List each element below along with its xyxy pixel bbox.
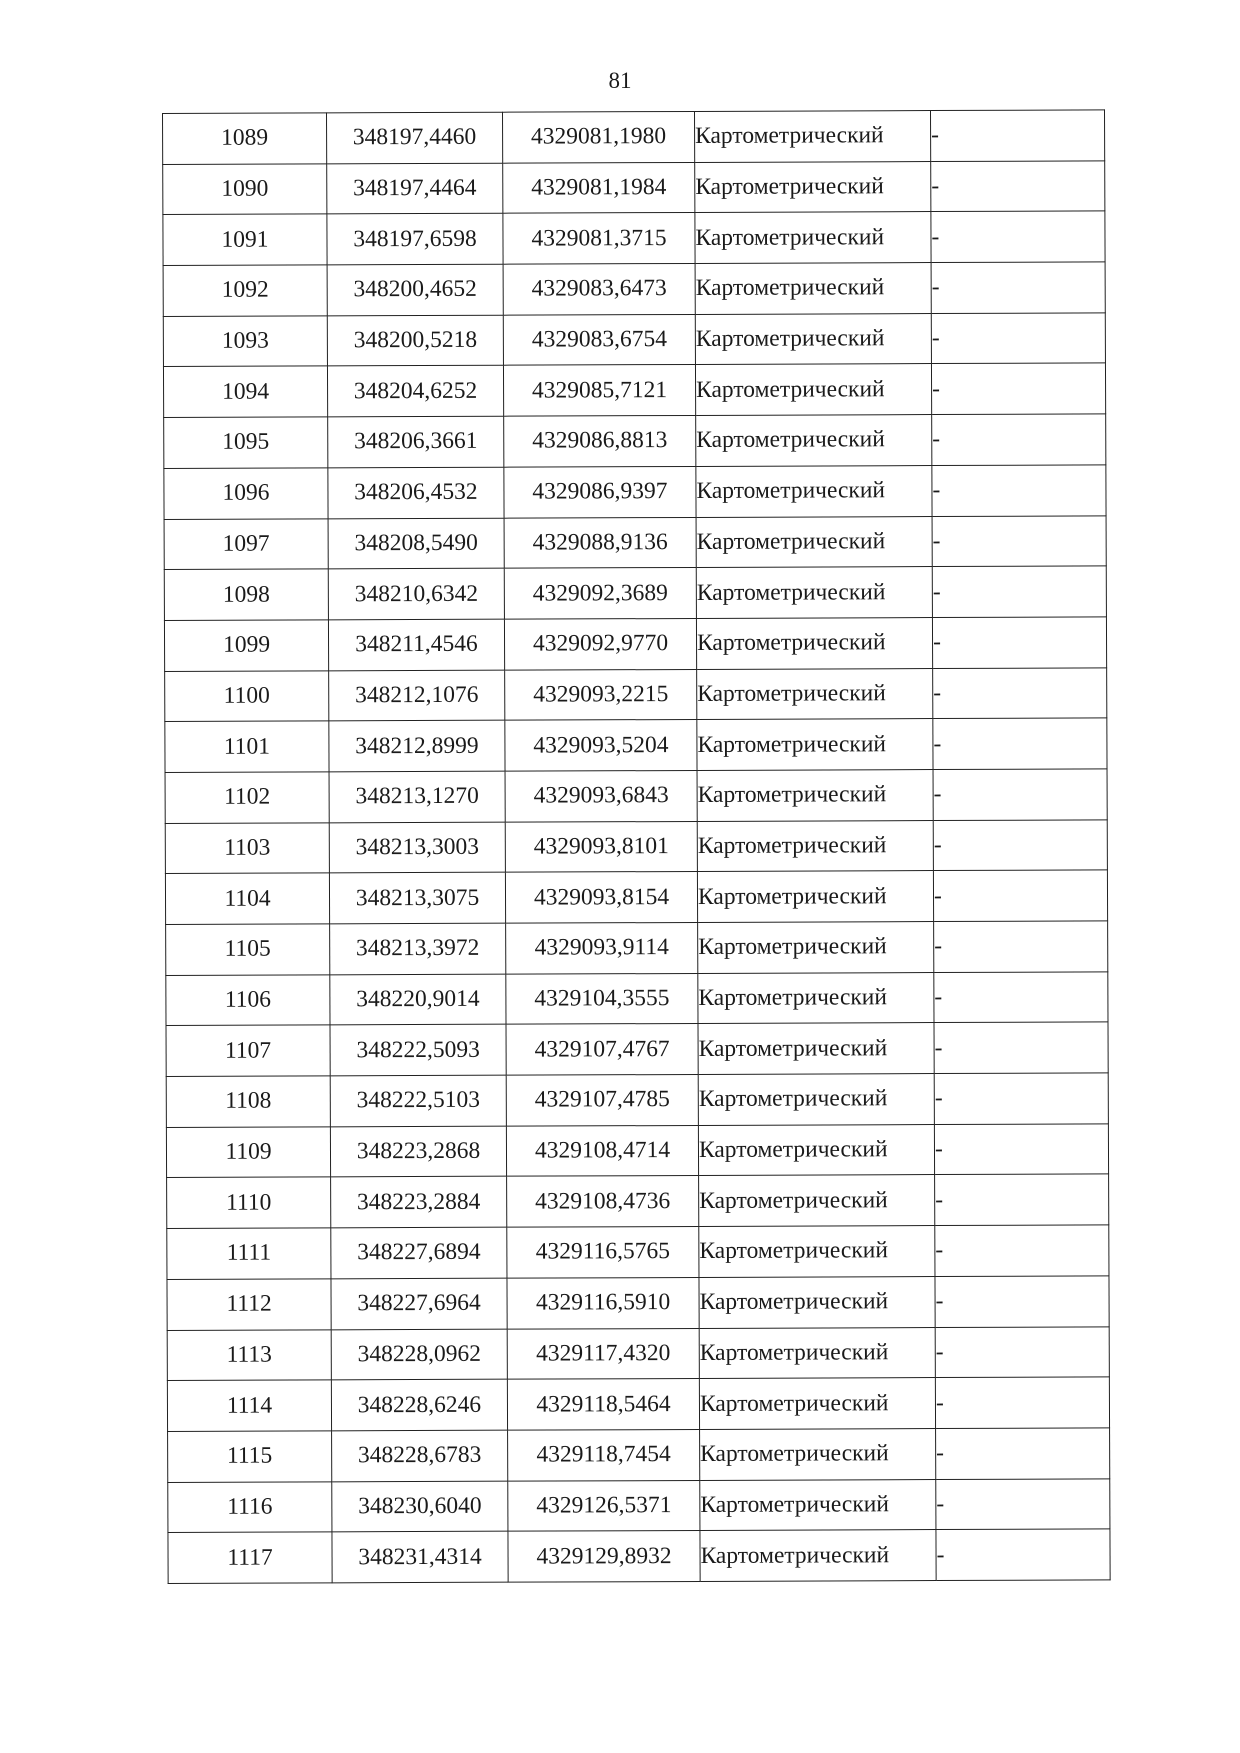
point-number-cell: 1096 xyxy=(164,468,328,519)
method-cell: Картометрический xyxy=(699,1378,935,1430)
table-row xyxy=(166,1022,1108,1076)
y-coordinate-cell: 4329108,4736 xyxy=(507,1176,699,1227)
y-coordinate-cell: 4329093,6843 xyxy=(505,770,697,821)
x-coordinate-cell: 348223,2884 xyxy=(331,1177,507,1228)
table-row xyxy=(167,1276,1109,1330)
point-number-cell: 1091 xyxy=(163,214,327,265)
note-cell: - xyxy=(932,515,1106,566)
y-coordinate-cell: 4329085,7121 xyxy=(503,365,695,416)
table-row xyxy=(164,465,1106,519)
method-cell: Картометрический xyxy=(694,111,930,163)
table-row xyxy=(165,667,1107,721)
method-cell: Картометрический xyxy=(698,1074,934,1126)
y-coordinate-cell: 4329118,5464 xyxy=(507,1379,699,1430)
point-number-cell: 1115 xyxy=(168,1431,332,1482)
x-coordinate-cell: 348230,6040 xyxy=(332,1481,508,1532)
point-number-cell: 1104 xyxy=(165,873,329,924)
table-row xyxy=(163,363,1105,417)
y-coordinate-cell: 4329118,7454 xyxy=(508,1429,700,1480)
y-coordinate-cell: 4329108,4714 xyxy=(506,1125,698,1176)
point-number-cell: 1093 xyxy=(163,316,327,367)
coordinates-table-body xyxy=(163,110,1111,1584)
note-cell: - xyxy=(933,820,1107,871)
x-coordinate-cell: 348200,4652 xyxy=(327,264,503,315)
y-coordinate-cell: 4329092,3689 xyxy=(504,568,696,619)
table-row xyxy=(163,313,1105,367)
table-row xyxy=(167,1326,1109,1380)
x-coordinate-cell: 348213,1270 xyxy=(329,771,505,822)
point-number-cell: 1090 xyxy=(163,164,327,215)
point-number-cell: 1101 xyxy=(165,721,329,772)
page-number: 81 xyxy=(608,68,632,93)
y-coordinate-cell: 4329092,9770 xyxy=(504,618,696,669)
table-row xyxy=(164,414,1106,468)
note-cell: - xyxy=(932,414,1106,465)
method-cell: Картометрический xyxy=(696,617,932,669)
x-coordinate-cell: 348213,3003 xyxy=(329,822,505,873)
note-cell: - xyxy=(931,161,1105,212)
y-coordinate-cell: 4329093,5204 xyxy=(505,720,697,771)
point-number-cell: 1103 xyxy=(165,822,329,873)
method-cell: Картометрический xyxy=(698,1023,934,1075)
x-coordinate-cell: 348212,8999 xyxy=(329,720,505,771)
table-row xyxy=(167,1225,1109,1279)
x-coordinate-cell: 348220,9014 xyxy=(330,974,506,1025)
table-row xyxy=(164,515,1106,569)
point-number-cell: 1114 xyxy=(167,1380,331,1431)
point-number-cell: 1098 xyxy=(164,569,328,620)
method-cell: Картометрический xyxy=(695,313,931,365)
note-cell: - xyxy=(932,566,1106,617)
point-number-cell: 1099 xyxy=(164,620,328,671)
point-number-cell: 1107 xyxy=(166,1025,330,1076)
x-coordinate-cell: 348200,5218 xyxy=(327,315,503,366)
x-coordinate-cell: 348222,5093 xyxy=(330,1025,506,1076)
method-cell: Картометрический xyxy=(695,263,931,315)
table-row xyxy=(163,161,1105,215)
note-cell: - xyxy=(935,1377,1109,1428)
x-coordinate-cell: 348206,4532 xyxy=(328,467,504,518)
x-coordinate-cell: 348231,4314 xyxy=(332,1531,508,1582)
point-number-cell: 1108 xyxy=(166,1076,330,1127)
note-cell: - xyxy=(935,1225,1109,1276)
note-cell: - xyxy=(935,1326,1109,1377)
method-cell: Картометрический xyxy=(700,1428,936,1480)
method-cell: Картометрический xyxy=(695,161,931,213)
note-cell: - xyxy=(931,262,1105,313)
x-coordinate-cell: 348208,5490 xyxy=(328,518,504,569)
y-coordinate-cell: 4329107,4785 xyxy=(506,1075,698,1126)
table-row xyxy=(164,617,1106,671)
method-cell: Картометрический xyxy=(695,364,931,416)
note-cell: - xyxy=(934,1022,1108,1073)
method-cell: Картометрический xyxy=(697,871,933,923)
method-cell: Картометрический xyxy=(698,1124,934,1176)
method-cell: Картометрический xyxy=(697,820,933,872)
method-cell: Картометрический xyxy=(698,972,934,1024)
note-cell: - xyxy=(936,1529,1110,1580)
point-number-cell: 1112 xyxy=(167,1279,331,1330)
method-cell: Картометрический xyxy=(698,922,934,974)
note-cell: - xyxy=(933,718,1107,769)
note-cell: - xyxy=(931,313,1105,364)
y-coordinate-cell: 4329117,4320 xyxy=(507,1328,699,1379)
x-coordinate-cell: 348213,3075 xyxy=(329,872,505,923)
note-cell: - xyxy=(930,110,1104,161)
y-coordinate-cell: 4329083,6754 xyxy=(503,314,695,365)
note-cell: - xyxy=(935,1276,1109,1327)
y-coordinate-cell: 4329093,9114 xyxy=(506,922,698,973)
x-coordinate-cell: 348197,4464 xyxy=(327,163,503,214)
note-cell: - xyxy=(935,1174,1109,1225)
note-cell: - xyxy=(931,211,1105,262)
x-coordinate-cell: 348223,2868 xyxy=(330,1126,506,1177)
method-cell: Картометрический xyxy=(700,1479,936,1531)
table-row xyxy=(168,1529,1110,1583)
table-row xyxy=(163,262,1105,316)
note-cell: - xyxy=(934,921,1108,972)
table-row xyxy=(168,1478,1110,1532)
point-number-cell: 1095 xyxy=(164,417,328,468)
note-cell: - xyxy=(934,1073,1108,1124)
note-cell: - xyxy=(931,363,1105,414)
y-coordinate-cell: 4329083,6473 xyxy=(503,264,695,315)
x-coordinate-cell: 348197,6598 xyxy=(327,214,503,265)
method-cell: Картометрический xyxy=(697,769,933,821)
method-cell: Картометрический xyxy=(696,516,932,568)
table-row xyxy=(163,110,1105,164)
method-cell: Картометрический xyxy=(699,1175,935,1227)
method-cell: Картометрический xyxy=(699,1327,935,1379)
table-row xyxy=(167,1377,1109,1431)
x-coordinate-cell: 348228,0962 xyxy=(331,1329,507,1380)
note-cell: - xyxy=(932,617,1106,668)
x-coordinate-cell: 348222,5103 xyxy=(330,1075,506,1126)
method-cell: Картометрический xyxy=(696,415,932,467)
note-cell: - xyxy=(936,1428,1110,1479)
y-coordinate-cell: 4329093,2215 xyxy=(505,669,697,720)
point-number-cell: 1094 xyxy=(163,366,327,417)
point-number-cell: 1089 xyxy=(163,113,327,164)
y-coordinate-cell: 4329107,4767 xyxy=(506,1024,698,1075)
table-row xyxy=(167,1174,1109,1228)
method-cell: Картометрический xyxy=(697,719,933,771)
note-cell: - xyxy=(934,972,1108,1023)
point-number-cell: 1109 xyxy=(166,1127,330,1178)
table-row xyxy=(164,566,1106,620)
note-cell: - xyxy=(936,1478,1110,1529)
coordinates-table xyxy=(162,109,1111,1584)
x-coordinate-cell: 348210,6342 xyxy=(328,568,504,619)
point-number-cell: 1100 xyxy=(165,670,329,721)
method-cell: Картометрический xyxy=(700,1530,936,1582)
method-cell: Картометрический xyxy=(695,212,931,264)
method-cell: Картометрический xyxy=(697,668,933,720)
point-number-cell: 1106 xyxy=(166,975,330,1026)
y-coordinate-cell: 4329081,1984 xyxy=(503,162,695,213)
table-row xyxy=(165,718,1107,772)
method-cell: Картометрический xyxy=(696,567,932,619)
note-cell: - xyxy=(933,769,1107,820)
y-coordinate-cell: 4329116,5910 xyxy=(507,1277,699,1328)
x-coordinate-cell: 348206,3661 xyxy=(328,416,504,467)
table-row xyxy=(166,972,1108,1026)
y-coordinate-cell: 4329126,5371 xyxy=(508,1480,700,1531)
y-coordinate-cell: 4329093,8154 xyxy=(505,872,697,923)
point-number-cell: 1111 xyxy=(167,1228,331,1279)
note-cell: - xyxy=(934,1124,1108,1175)
x-coordinate-cell: 348228,6246 xyxy=(331,1379,507,1430)
table-row xyxy=(166,1073,1108,1127)
note-cell: - xyxy=(933,870,1107,921)
y-coordinate-cell: 4329088,9136 xyxy=(504,517,696,568)
point-number-cell: 1116 xyxy=(168,1481,332,1532)
method-cell: Картометрический xyxy=(699,1226,935,1278)
table-row xyxy=(165,820,1107,874)
x-coordinate-cell: 348211,4546 xyxy=(328,619,504,670)
point-number-cell: 1110 xyxy=(167,1177,331,1228)
x-coordinate-cell: 348212,1076 xyxy=(329,670,505,721)
x-coordinate-cell: 348204,6252 xyxy=(327,366,503,417)
note-cell: - xyxy=(932,465,1106,516)
note-cell: - xyxy=(933,667,1107,718)
table-row xyxy=(166,921,1108,975)
table-row xyxy=(166,1124,1108,1178)
point-number-cell: 1097 xyxy=(164,518,328,569)
point-number-cell: 1117 xyxy=(168,1532,332,1583)
y-coordinate-cell: 4329104,3555 xyxy=(506,973,698,1024)
x-coordinate-cell: 348227,6894 xyxy=(331,1227,507,1278)
method-cell: Картометрический xyxy=(699,1276,935,1328)
y-coordinate-cell: 4329116,5765 xyxy=(507,1227,699,1278)
y-coordinate-cell: 4329086,9397 xyxy=(504,466,696,517)
y-coordinate-cell: 4329093,8101 xyxy=(505,821,697,872)
table-row xyxy=(165,769,1107,823)
x-coordinate-cell: 348228,6783 xyxy=(332,1430,508,1481)
point-number-cell: 1105 xyxy=(166,924,330,975)
table-row xyxy=(165,870,1107,924)
x-coordinate-cell: 348227,6964 xyxy=(331,1278,507,1329)
table-row xyxy=(163,211,1105,265)
y-coordinate-cell: 4329129,8932 xyxy=(508,1531,700,1582)
point-number-cell: 1092 xyxy=(163,265,327,316)
y-coordinate-cell: 4329081,1980 xyxy=(502,111,694,162)
point-number-cell: 1113 xyxy=(167,1329,331,1380)
x-coordinate-cell: 348197,4460 xyxy=(327,112,503,163)
y-coordinate-cell: 4329086,8813 xyxy=(504,416,696,467)
table-row xyxy=(168,1428,1110,1482)
point-number-cell: 1102 xyxy=(165,772,329,823)
method-cell: Картометрический xyxy=(696,465,932,517)
x-coordinate-cell: 348213,3972 xyxy=(330,923,506,974)
y-coordinate-cell: 4329081,3715 xyxy=(503,213,695,264)
